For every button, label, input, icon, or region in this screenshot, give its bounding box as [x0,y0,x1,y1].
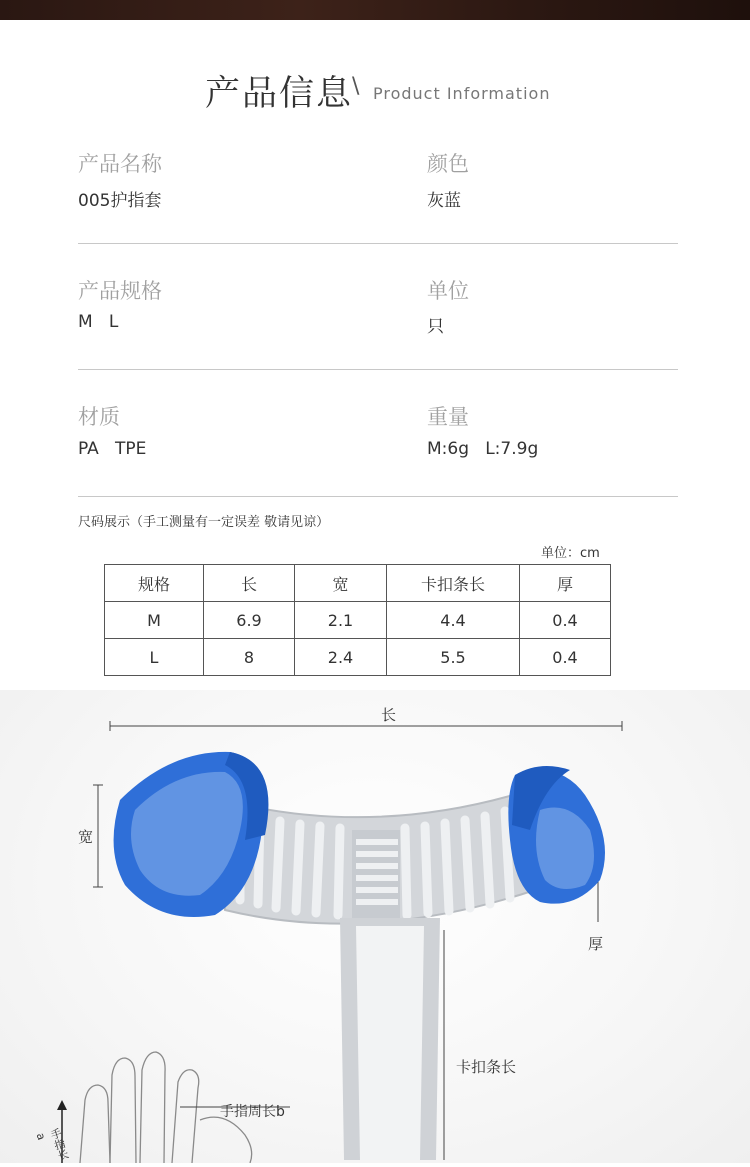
color-label: 颜色 [427,152,469,176]
size-chart-unit: 单位：cm [541,546,600,561]
finger-length-label: 手指长a [33,1126,71,1163]
section-title [0,66,750,116]
weight-value: M:6g L:7.9g [427,439,539,459]
table-row [105,639,611,676]
table-header-row [105,565,611,602]
product-illustration [0,690,750,1163]
weight-label: 重量 [427,405,469,429]
table-cell: 8 [204,639,295,676]
width-dimension-line [93,785,103,887]
buckle-strip [340,918,440,1160]
length-dimension-line [110,721,622,731]
table-cell: 4.4 [387,602,520,639]
material-label: 材质 [78,405,120,429]
table-cell: 0.4 [520,639,611,676]
color-value: 灰蓝 [427,191,461,211]
width-label: 宽 [78,828,94,846]
unit-value: 只 [427,317,444,337]
table-header-cell: 规格 [105,565,204,602]
table-cell: 5.5 [387,639,520,676]
product-name-label: 产品名称 [78,152,162,176]
length-label: 长 [381,706,397,724]
top-photo-strip [0,0,750,20]
table-header-cell: 厚 [520,565,611,602]
table-cell: 0.4 [520,602,611,639]
table-cell: 2.4 [295,639,387,676]
table-header-cell: 宽 [295,565,387,602]
table-cell: 2.1 [295,602,387,639]
spec-label: 产品规格 [78,279,162,303]
right-blue-cup [508,766,605,904]
size-table [104,564,611,676]
page-title: 产品信息 [205,74,354,114]
material-value: PA TPE [78,439,147,459]
buckle-length-label: 卡扣条长 [456,1058,517,1076]
table-row [105,602,611,639]
title-divider: \ [352,74,360,99]
divider [78,369,678,370]
finger-circumference-label: 手指周长b [220,1104,285,1120]
table-header-cell: 卡扣条长 [387,565,520,602]
spec-value: M L [78,312,119,332]
product-name-value: 005护指套 [78,191,162,211]
thickness-label: 厚 [588,935,604,953]
divider [78,243,678,244]
unit-label: 单位 [427,279,469,303]
divider [78,496,678,497]
table-cell: M [105,602,204,639]
size-chart-title: 尺码展示（手工测量有一定误差 敬请见谅） [78,515,330,530]
page-subtitle: Product Information [373,84,551,103]
table-header-cell: 长 [204,565,295,602]
table-cell: 6.9 [204,602,295,639]
product-photo [0,690,750,1163]
table-cell: L [105,639,204,676]
